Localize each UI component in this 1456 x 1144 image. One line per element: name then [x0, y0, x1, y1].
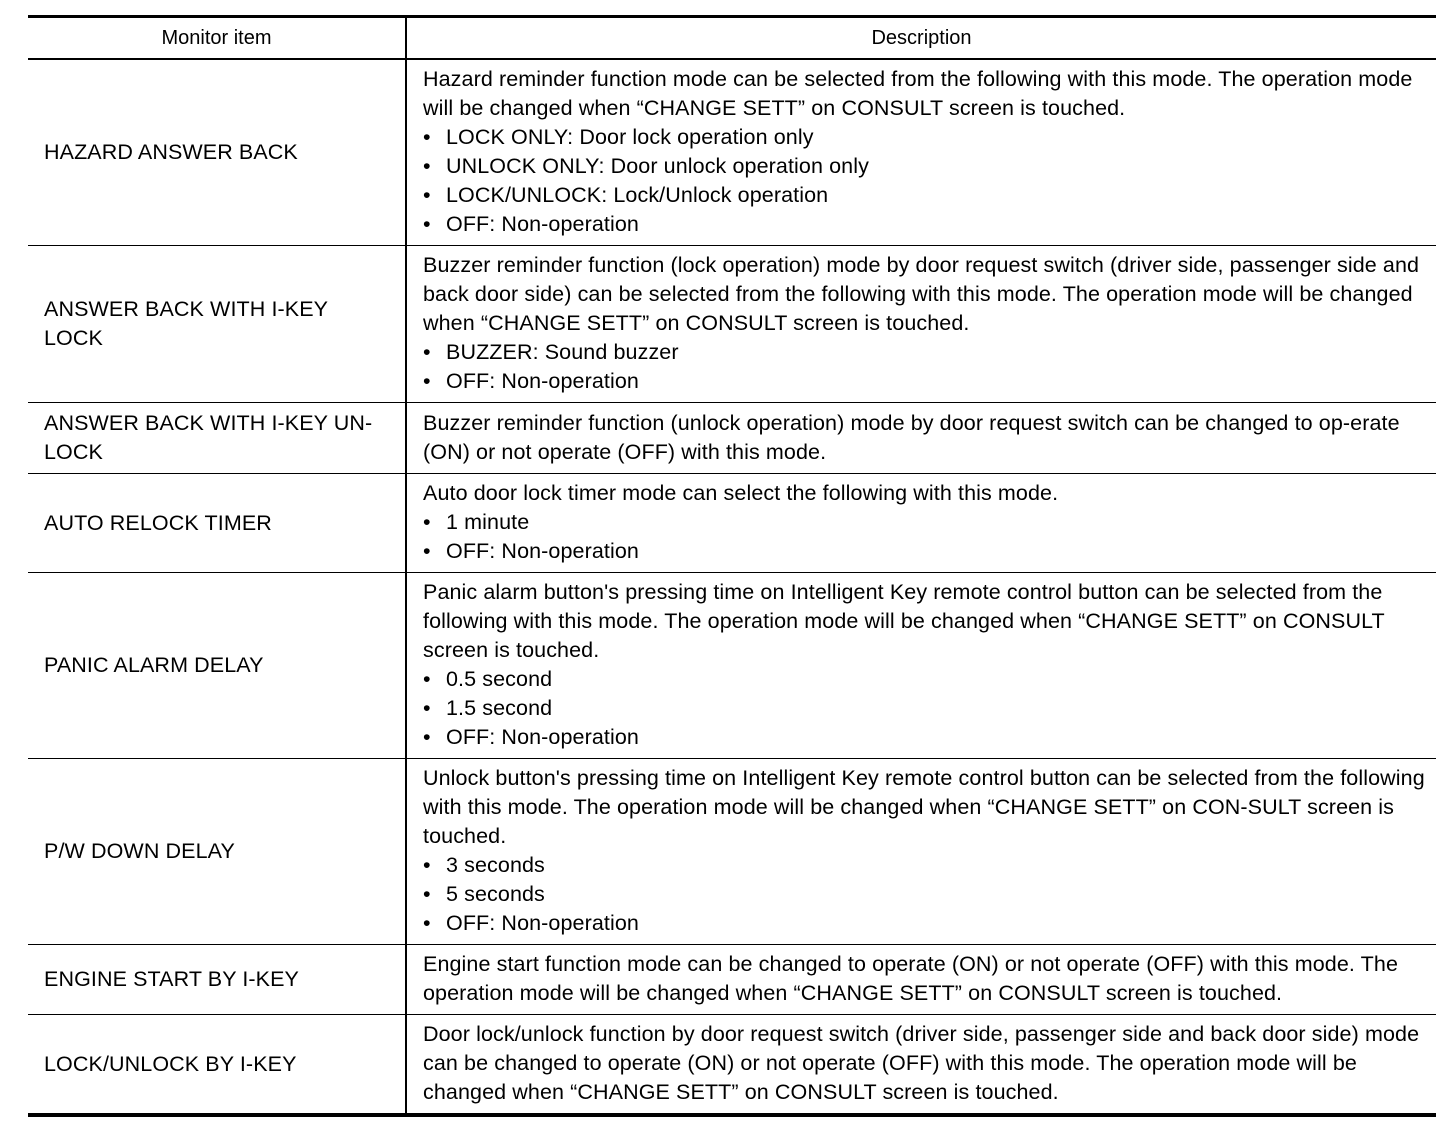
monitor-item-cell: HAZARD ANSWER BACK	[28, 59, 406, 246]
option-list	[423, 665, 1426, 752]
option-item: • 1.5 second	[423, 694, 1426, 723]
option-list	[423, 123, 1426, 239]
option-item: • 1 minute	[423, 508, 1426, 537]
description-cell	[406, 246, 1436, 403]
monitor-item-cell: AUTO RELOCK TIMER	[28, 474, 406, 573]
description-text: Engine start function mode can be changed to operate (ON) or not operate (OFF) with this mode. The operation mode will be changed when “CHANGE SETT” on CONSULT screen is touched.	[423, 952, 1399, 1005]
monitor-item-cell: PANIC ALARM DELAY	[28, 573, 406, 759]
table-row	[28, 573, 1436, 759]
description-cell	[406, 1015, 1436, 1116]
table-header-row	[28, 17, 1436, 60]
monitor-item-cell: LOCK/UNLOCK BY I-KEY	[28, 1015, 406, 1116]
option-item: • UNLOCK ONLY: Door unlock operation only	[423, 152, 1426, 181]
table-row	[28, 1015, 1436, 1116]
description-text: Panic alarm button's pressing time on Intelligent Key remote control button can be selected from the following with this mode. The operation mode will be changed when “CHANGE SETT” on CONSULT screen is touched.	[423, 580, 1385, 662]
table-row	[28, 759, 1436, 945]
description-cell	[406, 474, 1436, 573]
column-header-description: Description	[406, 17, 1436, 60]
description-text: Unlock button's pressing time on Intelligent Key remote control button can be selected from the following with this mode. The operation mode will be changed when “CHANGE SETT” on CON-SULT screen is touched.	[423, 766, 1425, 848]
column-header-monitor-item: Monitor item	[28, 17, 406, 60]
option-item: • 5 seconds	[423, 880, 1426, 909]
option-item: • OFF: Non-operation	[423, 723, 1426, 752]
option-item: • LOCK/UNLOCK: Lock/Unlock operation	[423, 181, 1426, 210]
monitor-item-cell: P/W DOWN DELAY	[28, 759, 406, 945]
table-row	[28, 403, 1436, 474]
description-text: Auto door lock timer mode can select the following with this mode.	[423, 481, 1059, 505]
option-list	[423, 508, 1426, 566]
table-row	[28, 246, 1436, 403]
option-item: • OFF: Non-operation	[423, 909, 1426, 938]
description-cell	[406, 759, 1436, 945]
table-row	[28, 945, 1436, 1015]
option-list	[423, 338, 1426, 396]
description-text: Buzzer reminder function (unlock operation) mode by door request switch can be changed to op-erate (ON) or not operate (OFF) with this mode.	[423, 410, 1400, 464]
table-row	[28, 59, 1436, 246]
option-list	[423, 851, 1426, 938]
description-text: Hazard reminder function mode can be selected from the following with this mode. The operation mode will be changed when “CHANGE SETT” on CONSULT screen is touched.	[423, 67, 1413, 120]
description-cell	[406, 403, 1436, 474]
monitor-item-cell: ENGINE START BY I-KEY	[28, 945, 406, 1015]
table-row	[28, 474, 1436, 573]
description-text: Door lock/unlock function by door request switch (driver side, passenger side and back door side) mode can be changed to operate (ON) or not operate (OFF) with this mode. The operation mode will be changed when “CHANGE SETT” on CONSULT screen is touched.	[423, 1022, 1420, 1104]
description-text: Buzzer reminder function (lock operation) mode by door request switch (driver side, passenger side and back door side) can be selected from the following with this mode. The operation mode will be changed when “CHANGE SETT” on CONSULT screen is touched.	[423, 253, 1420, 335]
monitor-item-cell: ANSWER BACK WITH I-KEY LOCK	[28, 246, 406, 403]
option-item: • OFF: Non-operation	[423, 367, 1426, 396]
description-cell	[406, 59, 1436, 246]
monitor-item-table	[28, 15, 1436, 1117]
option-item: • LOCK ONLY: Door lock operation only	[423, 123, 1426, 152]
option-item: • 0.5 second	[423, 665, 1426, 694]
monitor-item-cell: ANSWER BACK WITH I-KEY UN-LOCK	[28, 403, 406, 474]
option-item: • 3 seconds	[423, 851, 1426, 880]
option-item: • BUZZER: Sound buzzer	[423, 338, 1426, 367]
option-item: • OFF: Non-operation	[423, 210, 1426, 239]
description-cell	[406, 945, 1436, 1015]
option-item: • OFF: Non-operation	[423, 537, 1426, 566]
description-cell	[406, 573, 1436, 759]
